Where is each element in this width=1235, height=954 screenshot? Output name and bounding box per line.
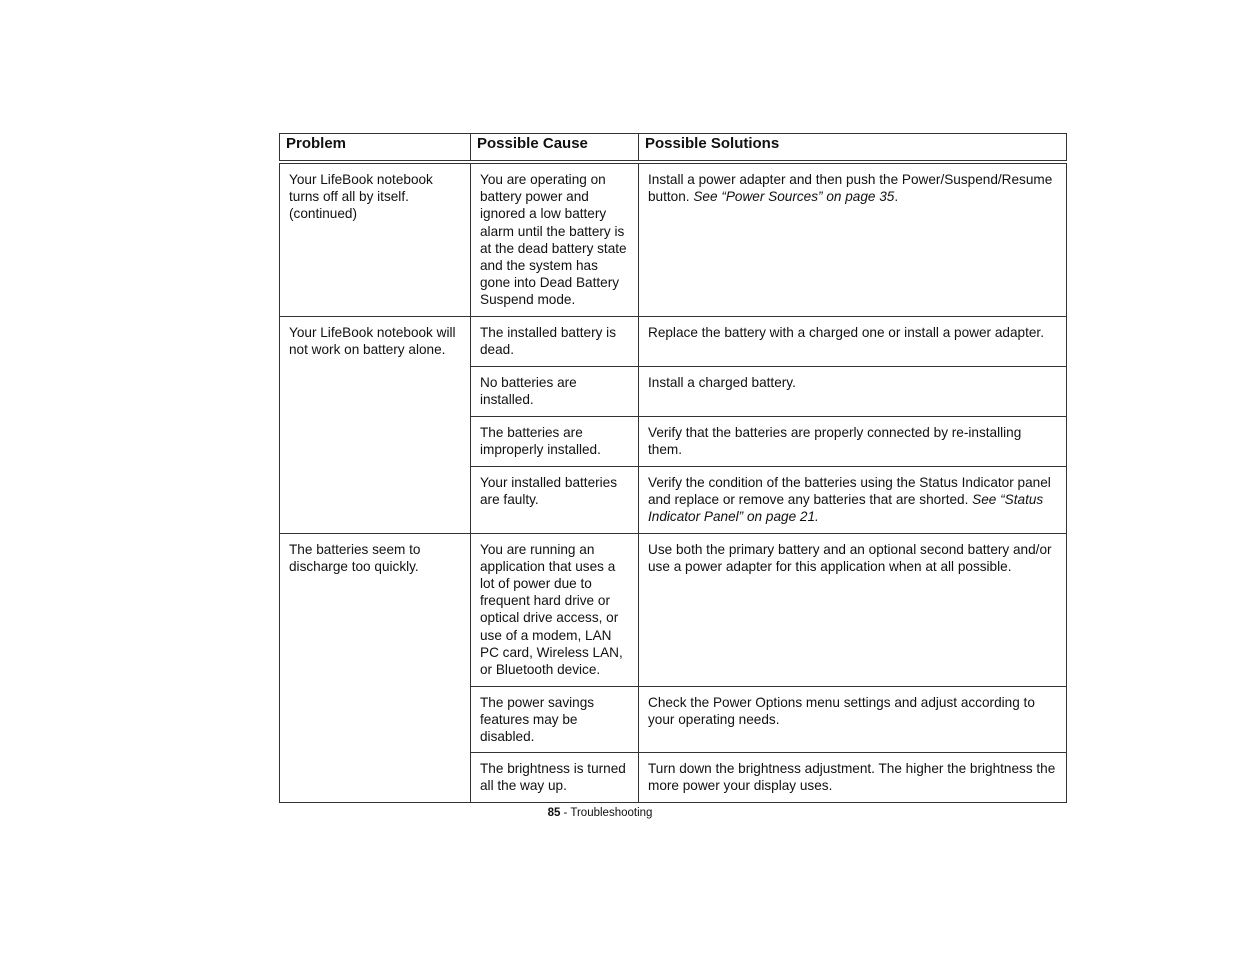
table-row xyxy=(280,533,1067,686)
cause-cell: Your installed batteries are faulty. xyxy=(471,466,639,533)
solution-cell: Turn down the brightness adjustment. The higher the brightness the more power your display uses. xyxy=(639,753,1067,803)
problem-cell: Your LifeBook notebook turns off all by itself. (continued) xyxy=(280,162,471,316)
page-number: 85 xyxy=(547,807,561,819)
header-problem: Problem xyxy=(280,134,471,163)
solution-cell: Replace the battery with a charged one or install a power adapter. xyxy=(639,316,1067,366)
cause-cell: The power savings features may be disabled. xyxy=(471,686,639,753)
page-footer xyxy=(0,807,1200,819)
solution-text-tail: . xyxy=(894,189,899,205)
cause-cell: The installed battery is dead. xyxy=(471,316,639,366)
cause-cell: You are operating on battery power and ignored a low battery alarm until the battery is at the dead battery state and the system has gone into Dead Battery Suspend mode. xyxy=(471,162,639,316)
cause-cell: You are running an application that uses a lot of power due to frequent hard drive or optical drive access, or use of a modem, LAN PC card, Wireless LAN, or Bluetooth device. xyxy=(471,533,639,686)
cause-cell: No batteries are installed. xyxy=(471,366,639,416)
cause-cell: The brightness is turned all the way up. xyxy=(471,753,639,803)
problem-cell: The batteries seem to discharge too quickly. xyxy=(280,533,471,803)
table-row xyxy=(280,316,1067,366)
solution-text: Verify the condition of the batteries using the Status Indicator panel and replace or remove any batteries that are shorted. xyxy=(648,474,1051,507)
solution-cell: Verify that the batteries are properly connected by re-installing them. xyxy=(639,416,1067,466)
table-header-row xyxy=(280,134,1067,163)
solution-cross-reference: See “Status Indicator Panel” on page 21. xyxy=(648,491,1044,525)
footer-section-title: Troubleshooting xyxy=(570,807,653,819)
header-possible-solutions: Possible Solutions xyxy=(639,134,1067,163)
solution-cell: Use both the primary battery and an optional second battery and/or use a power adapter for this application when at all possible. xyxy=(639,533,1067,686)
solution-cell xyxy=(639,466,1067,533)
solution-text: Install a power adapter and then push the Power/Suspend/Resume button. xyxy=(648,172,1053,205)
troubleshooting-table xyxy=(279,133,1067,803)
header-possible-cause: Possible Cause xyxy=(471,134,639,163)
solution-cell xyxy=(639,162,1067,316)
table-row xyxy=(280,162,1067,316)
cause-cell: The batteries are improperly installed. xyxy=(471,416,639,466)
solution-cell: Check the Power Options menu settings and adjust according to your operating needs. xyxy=(639,686,1067,753)
footer-separator: - xyxy=(560,807,571,819)
solution-cross-reference: See “Power Sources” on page 35 xyxy=(693,189,895,205)
solution-cell: Install a charged battery. xyxy=(639,366,1067,416)
problem-cell: Your LifeBook notebook will not work on battery alone. xyxy=(280,316,471,533)
